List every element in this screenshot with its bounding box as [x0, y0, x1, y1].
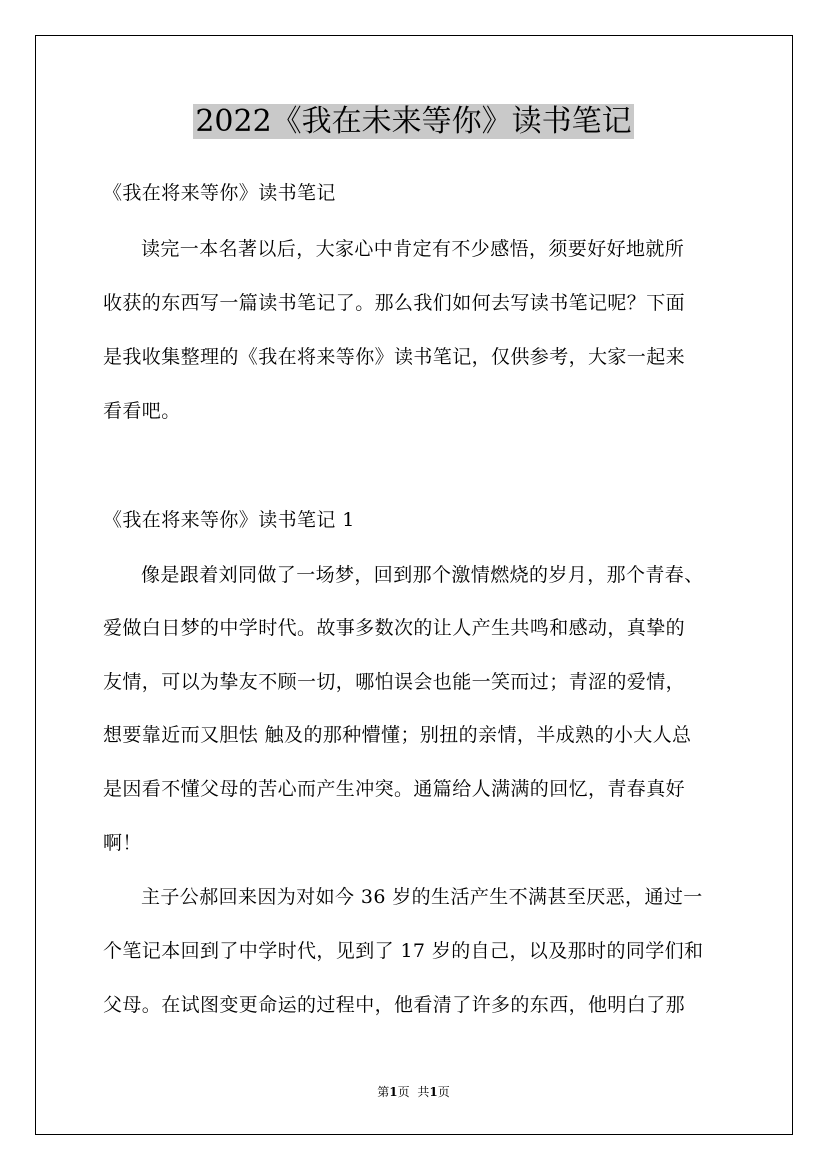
title-text: 2022《我在未来等你》读书笔记 [195, 104, 632, 139]
document-subtitle: 《我在将来等你》读书笔记 [103, 182, 336, 204]
paragraph-line: 像是跟着刘同做了一场梦，回到那个激情燃烧的岁月，那个青春、 [141, 564, 704, 586]
footer-page-prefix: 第 [377, 1085, 390, 1099]
intro-line: 看看吧。 [103, 400, 181, 422]
section-heading: 《我在将来等你》读书笔记 1 [103, 509, 355, 531]
paragraph-line: 个笔记本回到了中学时代，见到了 17 岁的自己，以及那时的同学们和 [103, 940, 704, 962]
paragraph-line: 啊！ [103, 832, 142, 854]
paragraph-line: 爱做白日梦的中学时代。故事多数次的让人产生共鸣和感动，真挚的 [103, 617, 686, 639]
footer-page-number: 1 [389, 1085, 398, 1099]
paragraph-line: 主子公郝回来因为对如今 36 岁的生活产生不满甚至厌恶，通过一 [141, 886, 703, 908]
paragraph-line: 父母。在试图变更命运的过程中，他看清了许多的东西，他明白了那 [103, 994, 686, 1016]
page-footer [0, 1084, 827, 1100]
footer-total-number: 1 [429, 1085, 438, 1099]
document-title [0, 100, 827, 144]
footer-total-prefix: 共 [417, 1085, 430, 1099]
intro-line: 是我收集整理的《我在将来等你》读书笔记，仅供参考，大家一起来 [103, 346, 686, 368]
intro-line: 收获的东西写一篇读书笔记了。那么我们如何去写读书笔记呢？下面 [103, 292, 686, 314]
footer-total-suffix: 页 [437, 1085, 450, 1099]
paragraph-line: 友情，可以为挚友不顾一切，哪怕误会也能一笑而过；青涩的爱情， [103, 671, 686, 693]
paragraph-line: 是因看不懂父母的苦心而产生冲突。通篇给人满满的回忆，青春真好 [103, 778, 686, 800]
paragraph-line: 想要靠近而又胆怯 触及的那种懵懂；别扭的亲情，半成熟的小大人总 [103, 724, 692, 746]
footer-page-suffix: 页 [397, 1085, 410, 1099]
intro-line: 读完一本名著以后，大家心中肯定有不少感悟，须要好好地就所 [141, 238, 685, 260]
